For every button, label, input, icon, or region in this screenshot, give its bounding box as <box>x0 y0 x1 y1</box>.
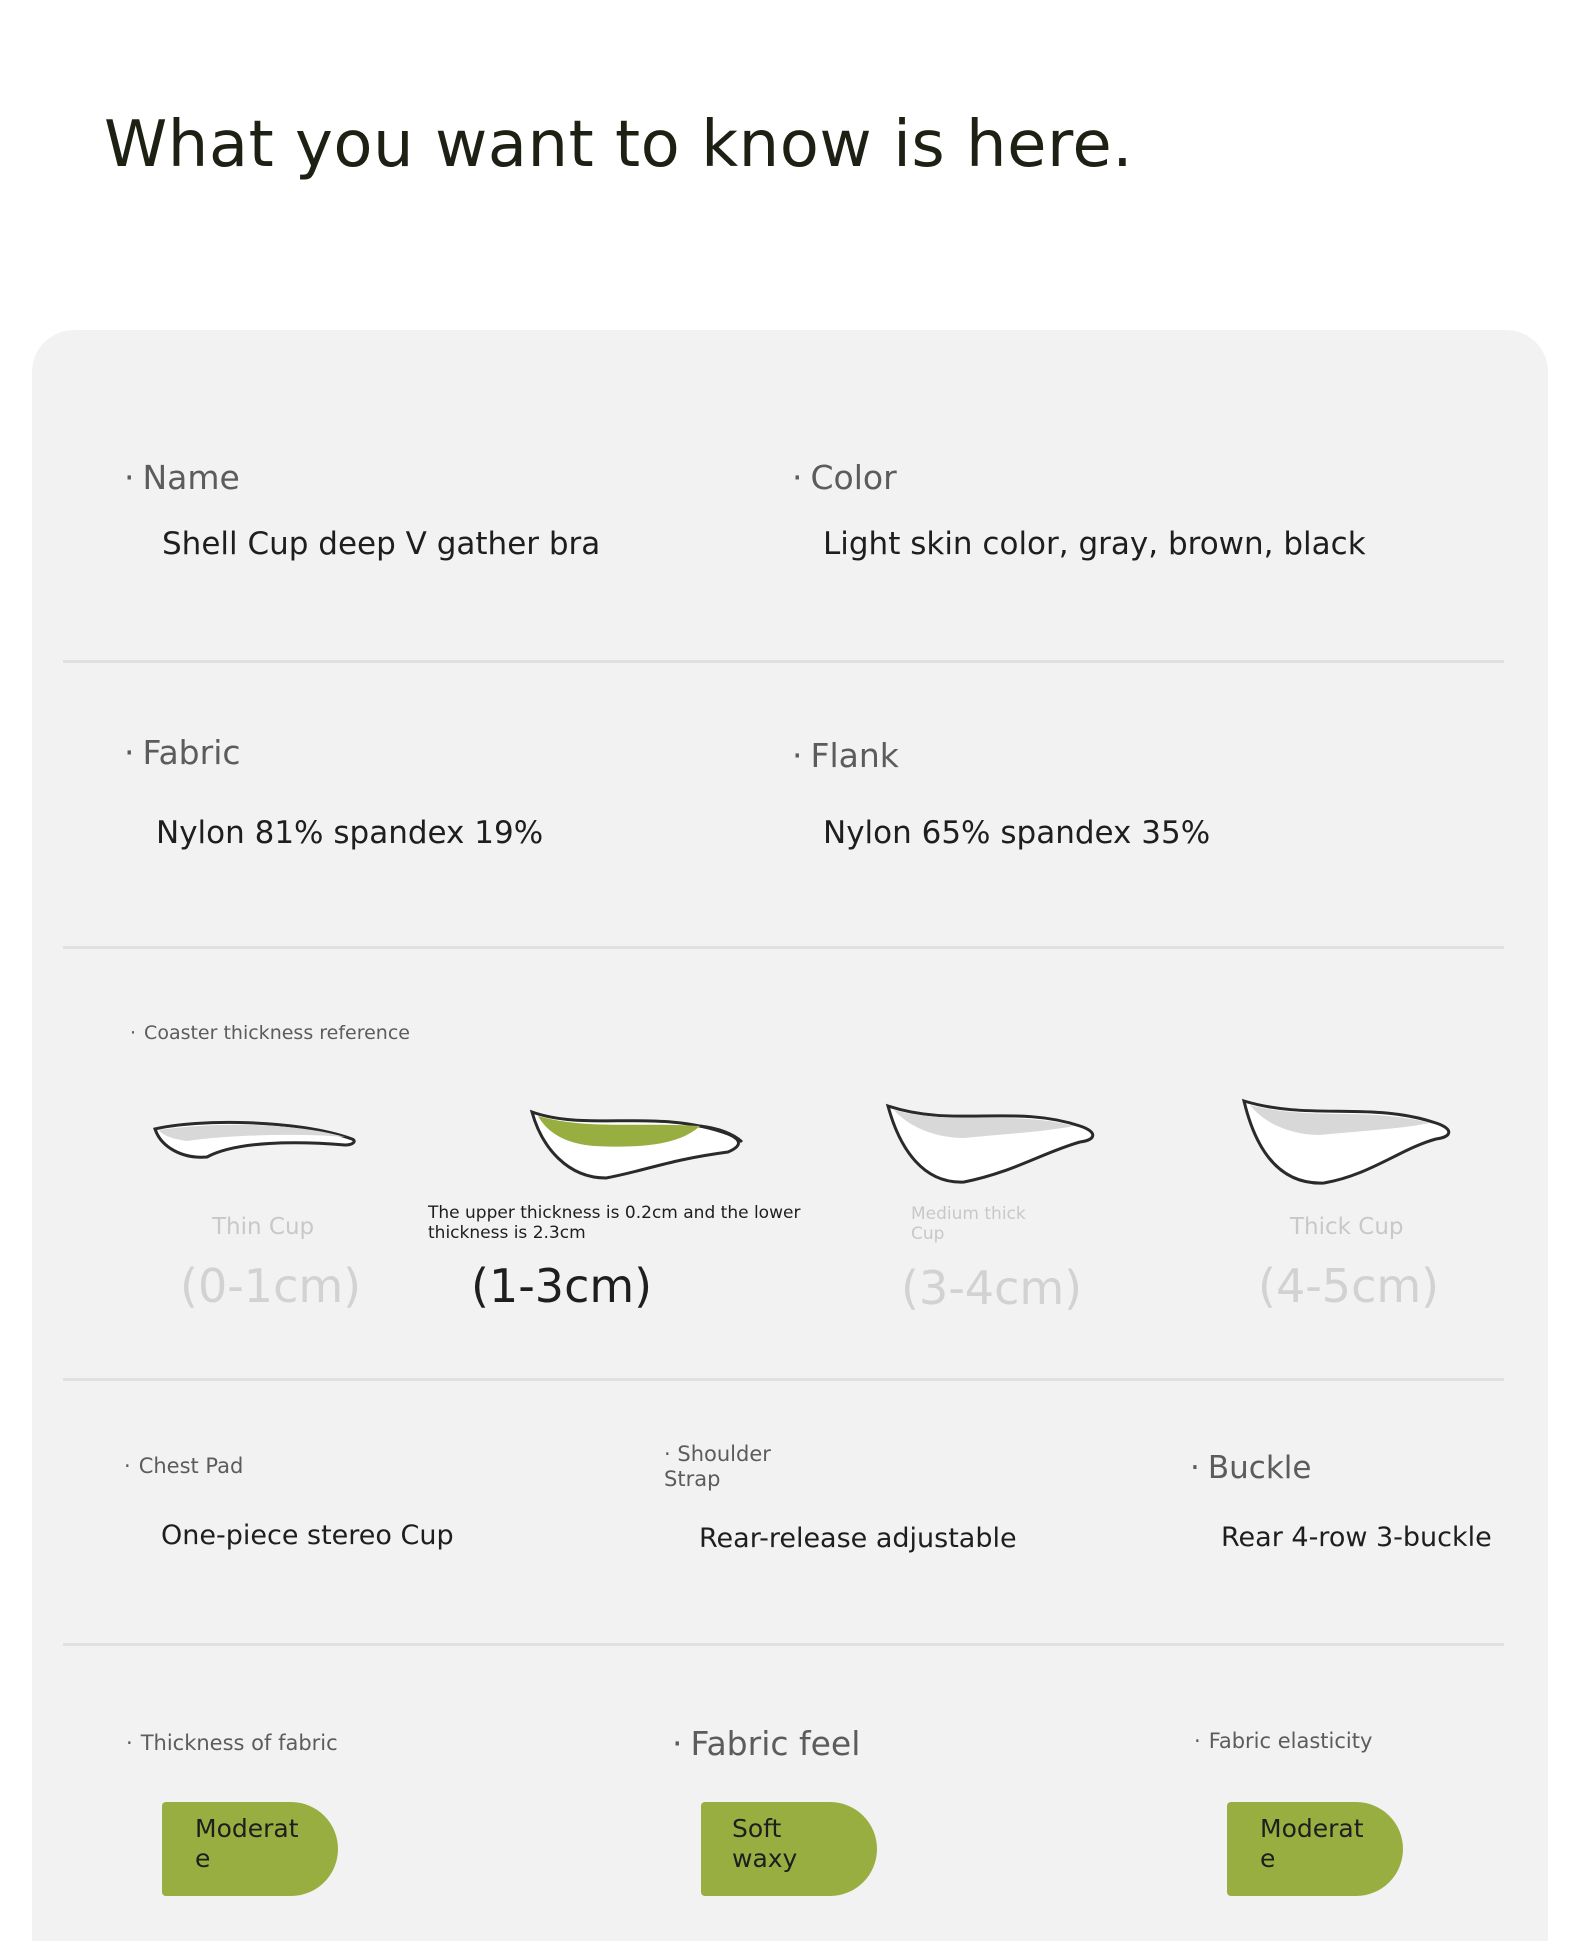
buckle-value: Rear 4-row 3-buckle <box>1221 1522 1492 1553</box>
chest-pad-label: · Chest Pad <box>124 1454 244 1478</box>
thick-cup-name: Thick Cup <box>1290 1214 1404 1240</box>
medium-cup-name: Medium thick Cup <box>911 1204 1026 1244</box>
bullet-dot: · <box>1194 1729 1201 1753</box>
flank-label: · Flank <box>792 736 899 775</box>
divider <box>63 946 1504 949</box>
divider <box>63 1643 1504 1646</box>
bullet-dot: · <box>126 1731 133 1755</box>
selected-cup-icon <box>528 1106 750 1182</box>
feel-label: · Fabric feel <box>672 1724 861 1763</box>
bullet-dot: · <box>124 1454 131 1478</box>
bullet-dot: · <box>124 733 135 772</box>
selected-cup-note: The upper thickness is 0.2cm and the lower thickness is 2.3cm <box>428 1203 801 1243</box>
shoulder-strap-value: Rear-release adjustable <box>699 1523 1017 1554</box>
thickness-badge <box>162 1802 338 1896</box>
elasticity-value-line2: e <box>1260 1844 1276 1873</box>
coaster-label: · Coaster thickness reference <box>130 1022 410 1044</box>
bullet-dot: · <box>130 1022 137 1044</box>
bullet-dot: · <box>792 736 803 775</box>
shoulder-strap-label: · Shoulder Strap <box>664 1442 771 1491</box>
thick-cup-range: (4-5cm) <box>1258 1259 1440 1313</box>
bullet-dot: · <box>792 458 803 497</box>
bullet-dot: · <box>124 458 135 497</box>
fabric-label: · Fabric <box>124 733 241 772</box>
feel-badge <box>701 1802 877 1896</box>
bullet-dot: · <box>1190 1450 1200 1486</box>
color-value: Light skin color, gray, brown, black <box>823 526 1366 562</box>
selected-cup-range: (1-3cm) <box>471 1259 653 1313</box>
thin-cup-range: (0-1cm) <box>180 1259 362 1313</box>
color-label: · Color <box>792 458 897 497</box>
name-label: · Name <box>124 458 240 497</box>
elasticity-badge <box>1227 1802 1403 1896</box>
divider <box>63 660 1504 663</box>
thick-cup-icon <box>1240 1097 1458 1187</box>
thickness-value-line1: Moderat <box>195 1814 299 1843</box>
bullet-dot: · <box>672 1724 683 1763</box>
thin-cup-name: Thin Cup <box>212 1214 315 1240</box>
chest-pad-value: One-piece stereo Cup <box>161 1520 454 1551</box>
spec-card <box>32 330 1548 1941</box>
medium-cup-icon <box>884 1100 1102 1186</box>
flank-value: Nylon 65% spandex 35% <box>823 815 1211 851</box>
thickness-label: · Thickness of fabric <box>126 1731 338 1755</box>
medium-cup-range: (3-4cm) <box>901 1261 1083 1315</box>
buckle-label: · Buckle <box>1190 1450 1312 1486</box>
divider <box>63 1378 1504 1381</box>
page-headline: What you want to know is here. <box>104 108 1134 182</box>
feel-value-line1: Soft <box>732 1814 782 1843</box>
fabric-value: Nylon 81% spandex 19% <box>156 815 544 851</box>
elasticity-value-line1: Moderat <box>1260 1814 1364 1843</box>
thickness-value-line2: e <box>195 1844 211 1873</box>
bullet-dot: · <box>664 1442 678 1466</box>
thin-cup-icon <box>147 1115 359 1165</box>
feel-value-line2: waxy <box>732 1844 798 1873</box>
elasticity-label: · Fabric elasticity <box>1194 1729 1373 1753</box>
name-value: Shell Cup deep V gather bra <box>162 526 601 562</box>
